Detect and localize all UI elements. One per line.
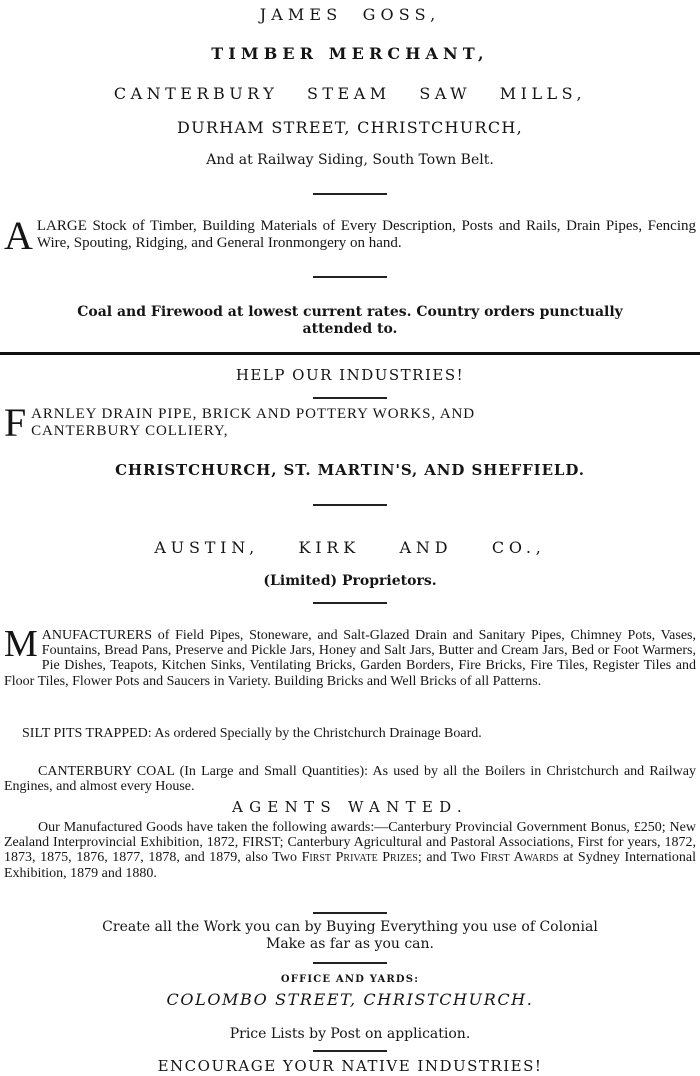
- goss-siding: And at Railway Siding, South Town Belt.: [206, 152, 494, 168]
- firm-word-4: CO.,: [491, 538, 546, 557]
- manufacturers-paragraph: [4, 623, 696, 689]
- goss-mills-word-2: STEAM: [306, 84, 391, 103]
- canterbury-coal-text: (In Large and Small Quantities): As used by all the Boilers in Christchurch and Railway Engines, and almost every House.: [4, 764, 697, 795]
- firm-proprietors: (Limited) Proprietors.: [263, 573, 437, 589]
- divider-rule: [313, 962, 387, 964]
- silt-pits-paragraph: [4, 726, 696, 741]
- slogan-help-our-industries: HELP OUR INDUSTRIES!: [235, 366, 465, 384]
- goss-stock-text: LARGE Stock of Timber, Building Materials of Every Description, Posts and Rails, Drain Pipes, Fencing Wire, Spouting, Ridging, and General Ironmongery on hand.: [36, 218, 696, 251]
- goss-name-first: JAMES: [259, 5, 343, 24]
- awards-paragraph: [4, 820, 696, 881]
- divider-rule: [313, 504, 387, 506]
- silt-pits-heading: SILT PITS TRAPPED: [22, 726, 148, 741]
- divider-rule: [313, 193, 387, 195]
- farnley-dropcap: F: [4, 400, 28, 445]
- firm-word-3: AND: [399, 538, 453, 557]
- goss-mills-heading: [0, 76, 700, 112]
- canterbury-coal-heading: CANTERBURY COAL: [38, 764, 175, 779]
- colonial-appeal-line-2: Make as far as you can.: [266, 936, 434, 952]
- canterbury-coal-paragraph: [4, 764, 696, 794]
- farnley-places: CHRISTCHURCH, ST. MARTIN'S, AND SHEFFIELD.: [115, 461, 585, 479]
- goss-stock-paragraph: [4, 213, 696, 258]
- goss-coal-notice: [0, 304, 700, 338]
- goss-coal-line-1: Coal and Firewood at lowest current rates. Country orders punctually: [77, 304, 623, 320]
- firm-word-1: AUSTIN,: [154, 538, 259, 557]
- divider-rule: [313, 602, 387, 604]
- goss-mills-word-3: SAW: [419, 84, 472, 103]
- office-label: OFFICE AND YARDS:: [280, 974, 420, 985]
- awards-text-a: Our Manufactured Goods have taken the following awards:—Canterbury Provincial Government Bonus, £250; New Zealand Interprovincial Exhibition, 1872, FIRST; Canterbury Agricultural and Pastoral Associations, First for years, 1872, 1873, 1875, 1876, 1877, 1878, and 1879, also Two: [4, 820, 696, 866]
- awards-first-awards: First Awards: [480, 850, 559, 866]
- divider-rule: [313, 397, 387, 399]
- price-lists-note: Price Lists by Post on application.: [229, 1026, 471, 1042]
- divider-rule: [313, 912, 387, 914]
- farnley-works-heading: [4, 400, 696, 445]
- goss-stock-dropcap: A: [4, 213, 33, 258]
- divider-rule: [313, 1050, 387, 1052]
- goss-name-heading: [0, 0, 700, 30]
- silt-pits-text: : As ordered Specially by the Christchurch Drainage Board.: [147, 726, 482, 741]
- farnley-line-1: ARNLEY DRAIN PIPE, BRICK AND POTTERY WORKS, AND: [31, 406, 476, 422]
- goss-mills-word-1: CANTERBURY: [113, 84, 279, 103]
- slogan-encourage-industries: ENCOURAGE YOUR NATIVE INDUSTRIES!: [157, 1057, 543, 1075]
- agents-wanted: AGENTS WANTED.: [232, 798, 468, 816]
- firm-name-heading: [0, 528, 700, 568]
- awards-text-b: ; and Two: [417, 850, 476, 866]
- office-address: COLOMBO STREET, CHRISTCHURCH.: [166, 990, 534, 1009]
- advert-separator-rule: [0, 352, 700, 355]
- goss-address: DURHAM STREET, CHRISTCHURCH,: [177, 118, 523, 137]
- colonial-appeal: [0, 919, 700, 953]
- firm-word-2: KIRK: [298, 538, 360, 557]
- colonial-appeal-line-1: Create all the Work you can by Buying Everything you use of Colonial: [102, 919, 598, 935]
- awards-text-c: at Sydney International Exhibition, 1879 and 1880.: [4, 850, 697, 881]
- manufacturers-text: ANUFACTURERS of Field Pipes, Stoneware, and Salt-Glazed Drain and Sanitary Pipes, Chimney Pots, Vases, Fountains, Bread Pans, Preserve and Pickle Jars, Honey and Salt Jars, Butter and Cream Jars, Bed or Foot Warmers, Pie Dishes, Teapots, Kitchen Sinks, Ventilating Bricks, Garden Borders, Fire Bricks, Fire Tiles, Register Tiles and Floor Tiles, Flower Pots and Saucers in Variety. Building Bricks and Well Bricks of all Patterns.: [4, 628, 696, 689]
- manufacturers-dropcap: M: [4, 623, 38, 665]
- goss-name-last: GOSS,: [362, 5, 441, 24]
- farnley-line-2: CANTERBURY COLLIERY,: [31, 423, 229, 439]
- goss-mills-word-4: MILLS,: [499, 84, 587, 103]
- goss-coal-line-2: attended to.: [302, 321, 398, 337]
- awards-first-private-prizes: First Private Prizes: [301, 850, 418, 866]
- goss-trade: TIMBER MERCHANT,: [211, 44, 489, 63]
- divider-rule: [313, 276, 387, 278]
